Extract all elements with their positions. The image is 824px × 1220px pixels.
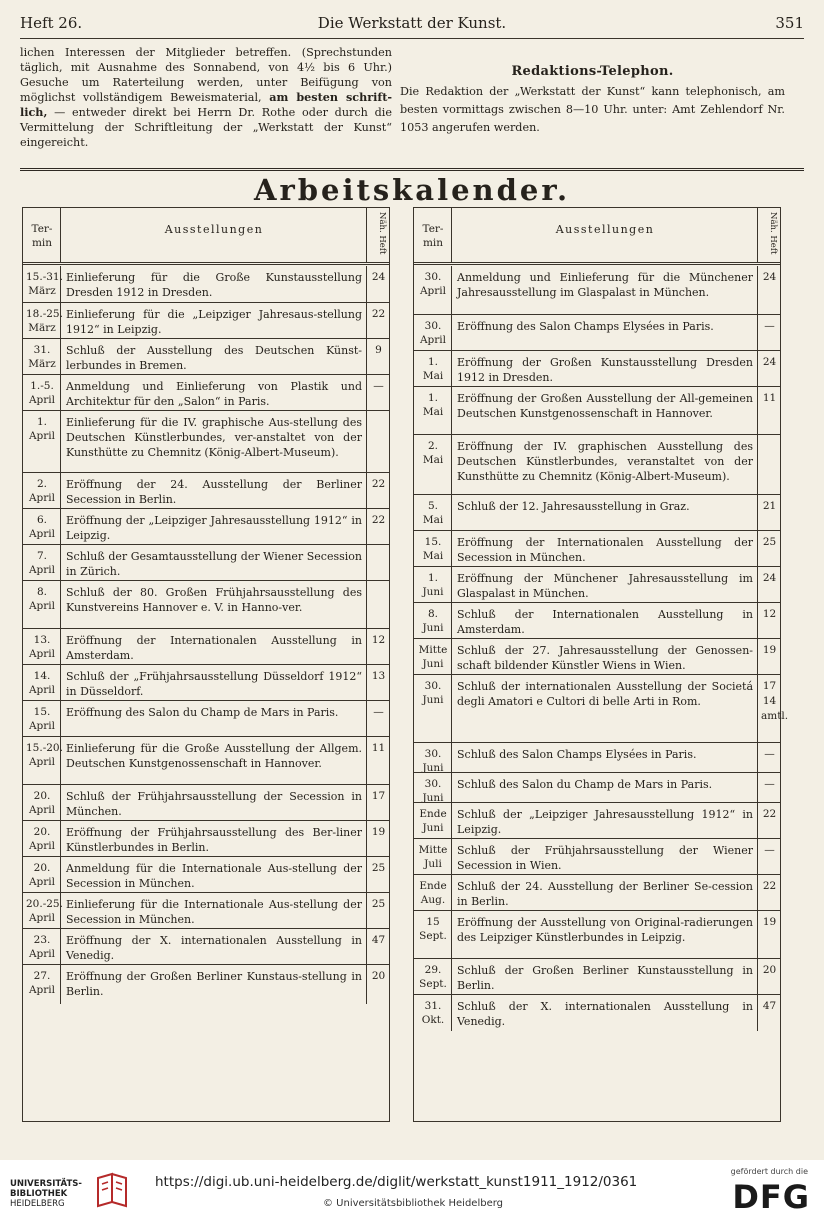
table-header bbox=[23, 208, 389, 262]
heft-cell: 22 bbox=[371, 514, 386, 526]
table-header bbox=[414, 208, 780, 262]
heft-cell: 22 bbox=[762, 808, 777, 820]
table-row bbox=[414, 314, 780, 350]
termin-cell: 23. April bbox=[23, 929, 61, 964]
heft-cell: — bbox=[764, 778, 775, 790]
table-row bbox=[414, 386, 780, 434]
heft-cell: 13 bbox=[371, 670, 386, 682]
heft-cell: 9 bbox=[375, 344, 382, 356]
heft-cell: 47 bbox=[371, 934, 386, 946]
heft-cell: 17 bbox=[371, 790, 386, 802]
heft-cell: — bbox=[764, 844, 775, 856]
ausstellungen-header: Ausstellungen bbox=[452, 208, 758, 262]
ausstellung-cell: Eröffnung der IV. graphischen Ausstellung des Deutschen Künstlerbundes, veranstaltet von der Kunsthütte zu Chemnitz (König-Albert-Museum). bbox=[452, 435, 758, 494]
ausstellung-cell: Eröffnung der Internationalen Ausstellung der Secession in München. bbox=[452, 531, 758, 566]
termin-cell: 1.-5. April bbox=[23, 375, 61, 410]
termin-cell: 18.-25. März bbox=[23, 303, 61, 338]
copyright-notice: © Universitätsbibliothek Heidelberg bbox=[323, 1198, 504, 1209]
header-separator bbox=[414, 262, 780, 265]
termin-cell: Ende Juni bbox=[414, 803, 452, 838]
heft-cell: 19 bbox=[762, 916, 777, 928]
ausstellung-cell: Einlieferung für die Internationale Aus-stellung der Secession in München. bbox=[61, 893, 367, 928]
table-row bbox=[414, 266, 780, 314]
ausstellung-cell: Schluß der Frühjahrsausstellung der Wiener Secession in Wien. bbox=[452, 839, 758, 874]
heft-cell: 22 bbox=[762, 880, 777, 892]
ausstellung-cell: Eröffnung der Großen Kunstausstellung Dresden 1912 in Dresden. bbox=[452, 351, 758, 386]
termin-cell: 14. April bbox=[23, 665, 61, 700]
redaktion-title: Redaktions-Telephon. bbox=[511, 64, 674, 79]
termin-cell: 20. April bbox=[23, 857, 61, 892]
table-row bbox=[23, 664, 389, 700]
heft-cell: 21 bbox=[762, 500, 777, 512]
ausstellung-cell: Eröffnung der Großen Ausstellung der All-gemeinen Deutschen Kunstgenossenschaft in Hannover. bbox=[452, 387, 758, 434]
termin-cell: 1. Mai bbox=[414, 387, 452, 434]
ausstellung-cell: Eröffnung der 24. Ausstellung der Berliner Secession in Berlin. bbox=[61, 473, 367, 508]
termin-cell: 7. April bbox=[23, 545, 61, 580]
ausstellung-cell: Schluß der Gesamtausstellung der Wiener Secession in Zürich. bbox=[61, 545, 367, 580]
table-row bbox=[23, 266, 389, 302]
ausstellung-cell: Schluß des Salon du Champ de Mars in Paris. bbox=[452, 773, 758, 802]
table-row bbox=[23, 736, 389, 784]
termin-cell: 27. April bbox=[23, 965, 61, 1004]
library-logo[interactable]: UNIVERSITÄTS- BIBLIOTHEK HEIDELBERG bbox=[10, 1170, 150, 1210]
heft-cell: — bbox=[764, 320, 775, 332]
table-row bbox=[23, 856, 389, 892]
table-row bbox=[414, 638, 780, 674]
table-row bbox=[414, 742, 780, 772]
termin-header: Ter-min bbox=[23, 208, 61, 262]
heft-cell: — bbox=[764, 748, 775, 760]
table-row bbox=[23, 544, 389, 580]
termin-cell: 31. Okt. bbox=[414, 995, 452, 1031]
heft-cell: 24 bbox=[762, 572, 777, 584]
termin-cell: Mitte Juni bbox=[414, 639, 452, 674]
table-row bbox=[414, 350, 780, 386]
table-row bbox=[414, 566, 780, 602]
table-row bbox=[23, 410, 389, 472]
termin-cell: 30. Juni bbox=[414, 743, 452, 772]
termin-cell: 13. April bbox=[23, 629, 61, 664]
termin-cell: 5. Mai bbox=[414, 495, 452, 530]
termin-cell: 1. Juni bbox=[414, 567, 452, 602]
intro-paragraph: lichen Interessen der Mitglieder betreffen. (Sprechstunden täglich, mit Ausnahme des Sonnabend, von 4½ bis 6 Uhr.) Gesuche um Raterteilung werden, unter Beifügung von möglichst vollständigem Beweismaterial, am besten schrift-lich, — entweder direkt bei Herrn Dr. Rothe oder durch die Vermittelung der Schriftleitung der „Werkstatt der Kunst“ eingereicht. bbox=[20, 46, 392, 149]
termin-cell: 30. Juni bbox=[414, 773, 452, 802]
table-row bbox=[414, 874, 780, 910]
table-row bbox=[414, 802, 780, 838]
table-row bbox=[414, 958, 780, 994]
heft-header: Näh. Heft bbox=[377, 212, 387, 255]
ausstellung-cell: Eröffnung der X. internationalen Ausstellung in Venedig. bbox=[61, 929, 367, 964]
ausstellung-cell: Schluß der 12. Jahresausstellung in Graz. bbox=[452, 495, 758, 530]
termin-cell: 15.-20. April bbox=[23, 737, 61, 784]
ausstellung-cell: Schluß der 24. Ausstellung der Berliner Se-cession in Berlin. bbox=[452, 875, 758, 910]
permalink-url[interactable]: https://digi.ub.uni-heidelberg.de/diglit/werkstatt_kunst1911_1912/0361 bbox=[155, 1174, 638, 1190]
heft-cell: 25 bbox=[762, 536, 777, 548]
ausstellung-cell: Schluß der internationalen Ausstellung der Societá degli Amatori e Cultori di belle Arti in Rom. bbox=[452, 675, 758, 742]
ausstellung-cell: Einlieferung für die Große Kunstausstellung Dresden 1912 in Dresden. bbox=[61, 266, 367, 302]
ausstellung-cell: Einlieferung für die Große Ausstellung der Allgem. Deutschen Kunstgenossenschaft in Hannover. bbox=[61, 737, 367, 784]
termin-cell: 30. April bbox=[414, 266, 452, 314]
ausstellung-cell: Eröffnung der Großen Berliner Kunstaus-stellung in Berlin. bbox=[61, 965, 367, 1004]
termin-cell: 1. April bbox=[23, 411, 61, 472]
termin-cell: Mitte Juli bbox=[414, 839, 452, 874]
dfg-logo[interactable]: DFG bbox=[732, 1178, 810, 1216]
ausstellung-cell: Anmeldung und Einlieferung von Plastik und Architektur für den „Salon“ in Paris. bbox=[61, 375, 367, 410]
ausstellung-cell: Einlieferung für die „Leipziger Jahresaus-stellung 1912“ in Leipzig. bbox=[61, 303, 367, 338]
header-separator bbox=[23, 262, 389, 265]
heft-cell: 12 bbox=[371, 634, 386, 646]
heft-cell: 11 bbox=[371, 742, 386, 754]
table-row bbox=[23, 928, 389, 964]
heft-cell: 17 14 amtl. bbox=[761, 680, 789, 722]
journal-title: Die Werkstatt der Kunst. bbox=[317, 14, 507, 32]
termin-cell: 31. März bbox=[23, 339, 61, 374]
heft-cell: 25 bbox=[371, 898, 386, 910]
ausstellung-cell: Eröffnung der Münchener Jahresausstellung im Glaspalast in München. bbox=[452, 567, 758, 602]
redaktion-block bbox=[400, 45, 785, 137]
termin-cell: 30. April bbox=[414, 315, 452, 350]
heft-header: Näh. Heft bbox=[768, 212, 778, 255]
table-row bbox=[23, 302, 389, 338]
ausstellung-cell: Anmeldung für die Internationale Aus-stellung der Secession in München. bbox=[61, 857, 367, 892]
heft-cell: 47 bbox=[762, 1000, 777, 1012]
library-emblem-icon bbox=[92, 1172, 130, 1208]
ausstellungen-header: Ausstellungen bbox=[61, 208, 367, 262]
heft-cell bbox=[367, 581, 389, 628]
table-row bbox=[23, 784, 389, 820]
heft-cell: 11 bbox=[762, 392, 777, 404]
table-row bbox=[414, 530, 780, 566]
termin-cell: 15.-31. März bbox=[23, 266, 61, 302]
heft-cell: — bbox=[373, 706, 384, 718]
termin-cell: 8. Juni bbox=[414, 603, 452, 638]
table-row bbox=[23, 820, 389, 856]
termin-header: Ter-min bbox=[414, 208, 452, 262]
heft-cell: 20 bbox=[371, 970, 386, 982]
termin-cell: 20. April bbox=[23, 785, 61, 820]
table-row bbox=[414, 674, 789, 742]
page-number: 351 bbox=[775, 14, 804, 32]
funding-caption: gefördert durch die bbox=[730, 1167, 808, 1176]
heft-cell: 22 bbox=[371, 308, 386, 320]
table-row bbox=[414, 772, 780, 802]
ausstellung-cell: Schluß der 80. Großen Frühjahrsausstellung des Kunstvereins Hannover e. V. in Hanno-ver. bbox=[61, 581, 367, 628]
heft-cell: 24 bbox=[371, 271, 386, 283]
heft-cell: 25 bbox=[371, 862, 386, 874]
heft-cell: 19 bbox=[762, 644, 777, 656]
table-row bbox=[23, 700, 389, 736]
table-row bbox=[23, 374, 389, 410]
intro-bold: am besten schrift-lich, bbox=[20, 90, 392, 119]
header-rule bbox=[20, 38, 804, 39]
termin-cell: 2. Mai bbox=[414, 435, 452, 494]
ausstellung-cell: Schluß der Ausstellung des Deutschen Künst-lerbundes in Bremen. bbox=[61, 339, 367, 374]
termin-cell: 30. Juni bbox=[414, 675, 452, 742]
termin-cell: 6. April bbox=[23, 509, 61, 544]
termin-cell: Ende Aug. bbox=[414, 875, 452, 910]
heft-cell: 20 bbox=[762, 964, 777, 976]
ausstellung-cell: Einlieferung für die IV. graphische Aus-stellung des Deutschen Künstlerbundes, ver-anstaltet von der Kunsthütte zu Chemnitz (König-Albert-Museum). bbox=[61, 411, 367, 472]
table-row bbox=[23, 338, 389, 374]
calendar-title: Arbeitskalender. bbox=[253, 173, 571, 207]
heft-cell: 19 bbox=[371, 826, 386, 838]
footer-bar bbox=[0, 1160, 824, 1220]
table-row bbox=[23, 892, 389, 928]
ausstellung-cell: Schluß des Salon Champs Elysées in Paris. bbox=[452, 743, 758, 772]
calendar-table-left bbox=[22, 207, 390, 1122]
ausstellung-cell: Schluß der 27. Jahresausstellung der Genossen-schaft bildender Künstler Wiens in Wien. bbox=[452, 639, 758, 674]
termin-cell: 15 Sept. bbox=[414, 911, 452, 958]
running-header bbox=[20, 10, 804, 36]
termin-cell: 20.-25. April bbox=[23, 893, 61, 928]
table-row bbox=[23, 508, 389, 544]
ausstellung-cell: Anmeldung und Einlieferung für die Münchener Jahresausstellung im Glaspalast in München. bbox=[452, 266, 758, 314]
ausstellung-cell: Eröffnung des Salon du Champ de Mars in Paris. bbox=[61, 701, 367, 736]
heft-cell: 12 bbox=[762, 608, 777, 620]
termin-cell: 29. Sept. bbox=[414, 959, 452, 994]
ausstellung-cell: Schluß der „Leipziger Jahresausstellung 1912“ in Leipzig. bbox=[452, 803, 758, 838]
redaktion-text: Die Redaktion der „Werkstatt der Kunst“ kann telephonisch, am besten vormittags zwischen 8—10 Uhr. unter: Amt Zehlendorf Nr. 1053 angerufen werden. bbox=[400, 85, 785, 134]
heft-cell bbox=[367, 411, 389, 472]
heft-cell: 22 bbox=[371, 478, 386, 490]
heft-cell bbox=[367, 545, 389, 580]
ausstellung-cell: Schluß der Frühjahrsausstellung der Secession in München. bbox=[61, 785, 367, 820]
heft-cell: — bbox=[373, 380, 384, 392]
table-row bbox=[23, 580, 389, 628]
issue-number: Heft 26. bbox=[20, 14, 83, 32]
table-row bbox=[414, 494, 780, 530]
ausstellung-cell: Eröffnung der „Leipziger Jahresausstellung 1912“ in Leipzig. bbox=[61, 509, 367, 544]
ausstellung-cell: Eröffnung der Internationalen Ausstellung in Amsterdam. bbox=[61, 629, 367, 664]
calendar-table-right bbox=[413, 207, 789, 1122]
heft-cell: 24 bbox=[762, 356, 777, 368]
table-row bbox=[414, 910, 780, 958]
heft-cell bbox=[758, 435, 780, 494]
table-row bbox=[23, 472, 389, 508]
ausstellung-cell: Schluß der Großen Berliner Kunstausstellung in Berlin. bbox=[452, 959, 758, 994]
termin-cell: 20. April bbox=[23, 821, 61, 856]
ausstellung-cell: Eröffnung der Ausstellung von Original-radierungen des Leipziger Künstlerbundes in Leipzig. bbox=[452, 911, 758, 958]
termin-cell: 15. Mai bbox=[414, 531, 452, 566]
table-row bbox=[414, 994, 780, 1031]
table-row bbox=[414, 602, 780, 638]
termin-cell: 2. April bbox=[23, 473, 61, 508]
table-row bbox=[414, 434, 780, 494]
ausstellung-cell: Eröffnung der Frühjahrsausstellung des Ber-liner Künstlerbundes in Berlin. bbox=[61, 821, 367, 856]
termin-cell: 1. Mai bbox=[414, 351, 452, 386]
ausstellung-cell: Schluß der Internationalen Ausstellung in Amsterdam. bbox=[452, 603, 758, 638]
termin-cell: 15. April bbox=[23, 701, 61, 736]
ausstellung-cell: Schluß der X. internationalen Ausstellung in Venedig. bbox=[452, 995, 758, 1031]
heft-cell: 24 bbox=[762, 271, 777, 283]
termin-cell: 8. April bbox=[23, 581, 61, 628]
ausstellung-cell: Eröffnung des Salon Champs Elysées in Paris. bbox=[452, 315, 758, 350]
table-row bbox=[23, 964, 389, 1004]
table-row bbox=[23, 628, 389, 664]
ausstellung-cell: Schluß der „Frühjahrsausstellung Düsseldorf 1912“ in Düsseldorf. bbox=[61, 665, 367, 700]
table-row bbox=[414, 838, 780, 874]
